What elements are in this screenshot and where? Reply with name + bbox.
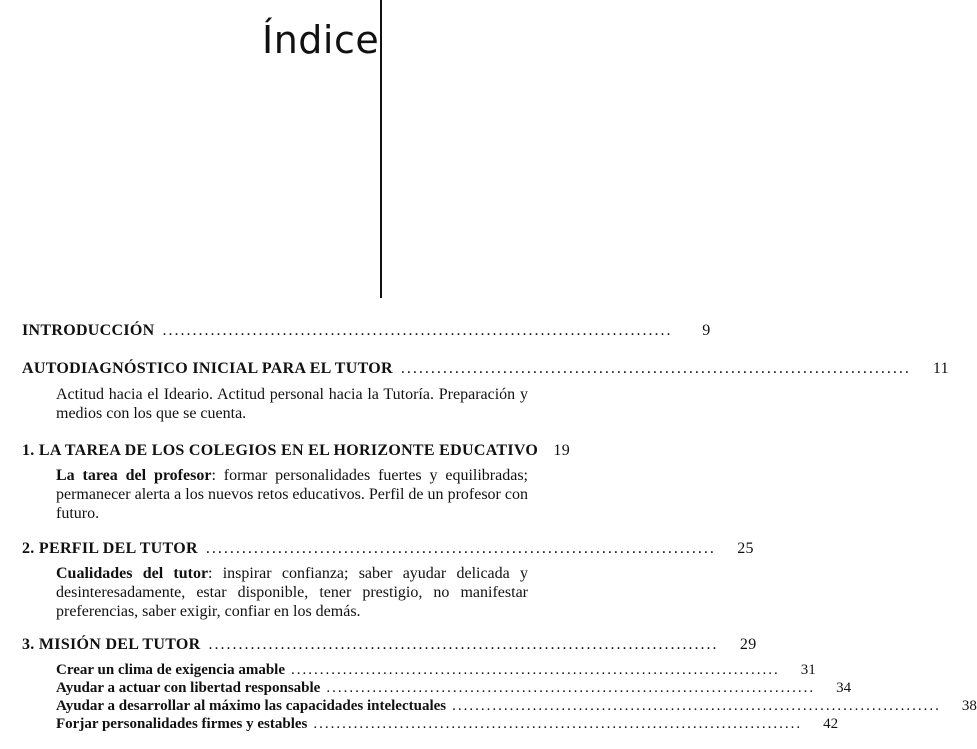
toc-entry-page: 9 xyxy=(702,322,711,339)
toc-entry-page: 29 xyxy=(739,636,757,653)
toc-entry-title: INTRODUCCIÓN xyxy=(22,322,155,339)
toc-subentry[interactable] xyxy=(56,680,852,697)
leader-dots: ..................................................................................... xyxy=(291,662,780,678)
toc-subentry-page: 38 xyxy=(961,698,977,714)
toc-entry-introduccion[interactable] xyxy=(22,322,711,340)
toc-entry-tarea-colegios[interactable] xyxy=(22,442,570,460)
toc-subentry[interactable] xyxy=(56,662,816,679)
description-bold-lead: Cualidades del tutor xyxy=(56,565,209,582)
toc-subentry[interactable] xyxy=(56,698,977,715)
leader-dots: ..................................................................................... xyxy=(205,540,716,557)
toc-entry-title: 1. LA TAREA DE LOS COLEGIOS EN EL HORIZONTE EDUCATIVO xyxy=(22,442,539,459)
toc-entry-autodiagnostico[interactable] xyxy=(22,360,949,378)
toc-entry-page: 11 xyxy=(932,360,949,377)
description-text: Actitud hacia el Ideario. Actitud personal hacia la Tutoría. Preparación y medios con los que se cuenta. xyxy=(56,386,528,422)
toc-entry-perfil-tutor[interactable] xyxy=(22,540,754,558)
toc-entry-description xyxy=(56,564,528,621)
toc-entry-mision-tutor[interactable] xyxy=(22,636,757,654)
toc-entry-title: 3. MISIÓN DEL TUTOR xyxy=(22,636,201,653)
description-bold-lead: La tarea del profesor xyxy=(56,467,212,484)
leader-dots: ..................................................................................... xyxy=(313,716,803,732)
toc-subentry-title: Ayudar a desarrollar al máximo las capacidades intelectuales xyxy=(56,698,447,714)
toc-subentry-title: Crear un clima de exigencia amable xyxy=(56,662,285,678)
description-text: : inspirar confianza; saber ayudar delicada y desinteresadamente, estar disponible, tener prestigio, no manifestar preferencias, saber exigir, confiar en los demás. xyxy=(56,565,528,620)
toc-subentry-page: 42 xyxy=(823,716,839,732)
toc-subentry-title: Forjar personalidades firmes y estables xyxy=(56,716,308,732)
toc-entry-description xyxy=(56,385,528,423)
toc-entry-title: AUTODIAGNÓSTICO INICIAL PARA EL TUTOR xyxy=(22,360,393,377)
leader-dots: ..................................................................................... xyxy=(162,322,673,339)
page-title: Índice xyxy=(262,18,380,62)
leader-dots: ..................................................................................... xyxy=(452,698,941,714)
leader-dots: ..................................................................................... xyxy=(326,680,816,696)
leader-dots: ..................................................................................... xyxy=(400,360,911,377)
toc-entry-title: 2. PERFIL DEL TUTOR xyxy=(22,540,198,557)
toc-subentry[interactable] xyxy=(56,716,839,733)
toc-subentry-page: 31 xyxy=(800,662,816,678)
vertical-rule xyxy=(380,0,382,298)
toc-entry-page: 19 xyxy=(553,442,570,459)
leader-dots: ..................................................................................... xyxy=(208,636,719,653)
toc-entry-description xyxy=(56,466,528,523)
description-text: : formar personalidades fuertes y equilibradas; permanecer alerta a los nuevos retos educativos. Perfil de un profesor con futuro. xyxy=(56,467,528,522)
toc-entry-page: 25 xyxy=(737,540,754,557)
toc-subentry-title: Ayudar a actuar con libertad responsable xyxy=(56,680,321,696)
toc-subentry-page: 34 xyxy=(836,680,852,696)
